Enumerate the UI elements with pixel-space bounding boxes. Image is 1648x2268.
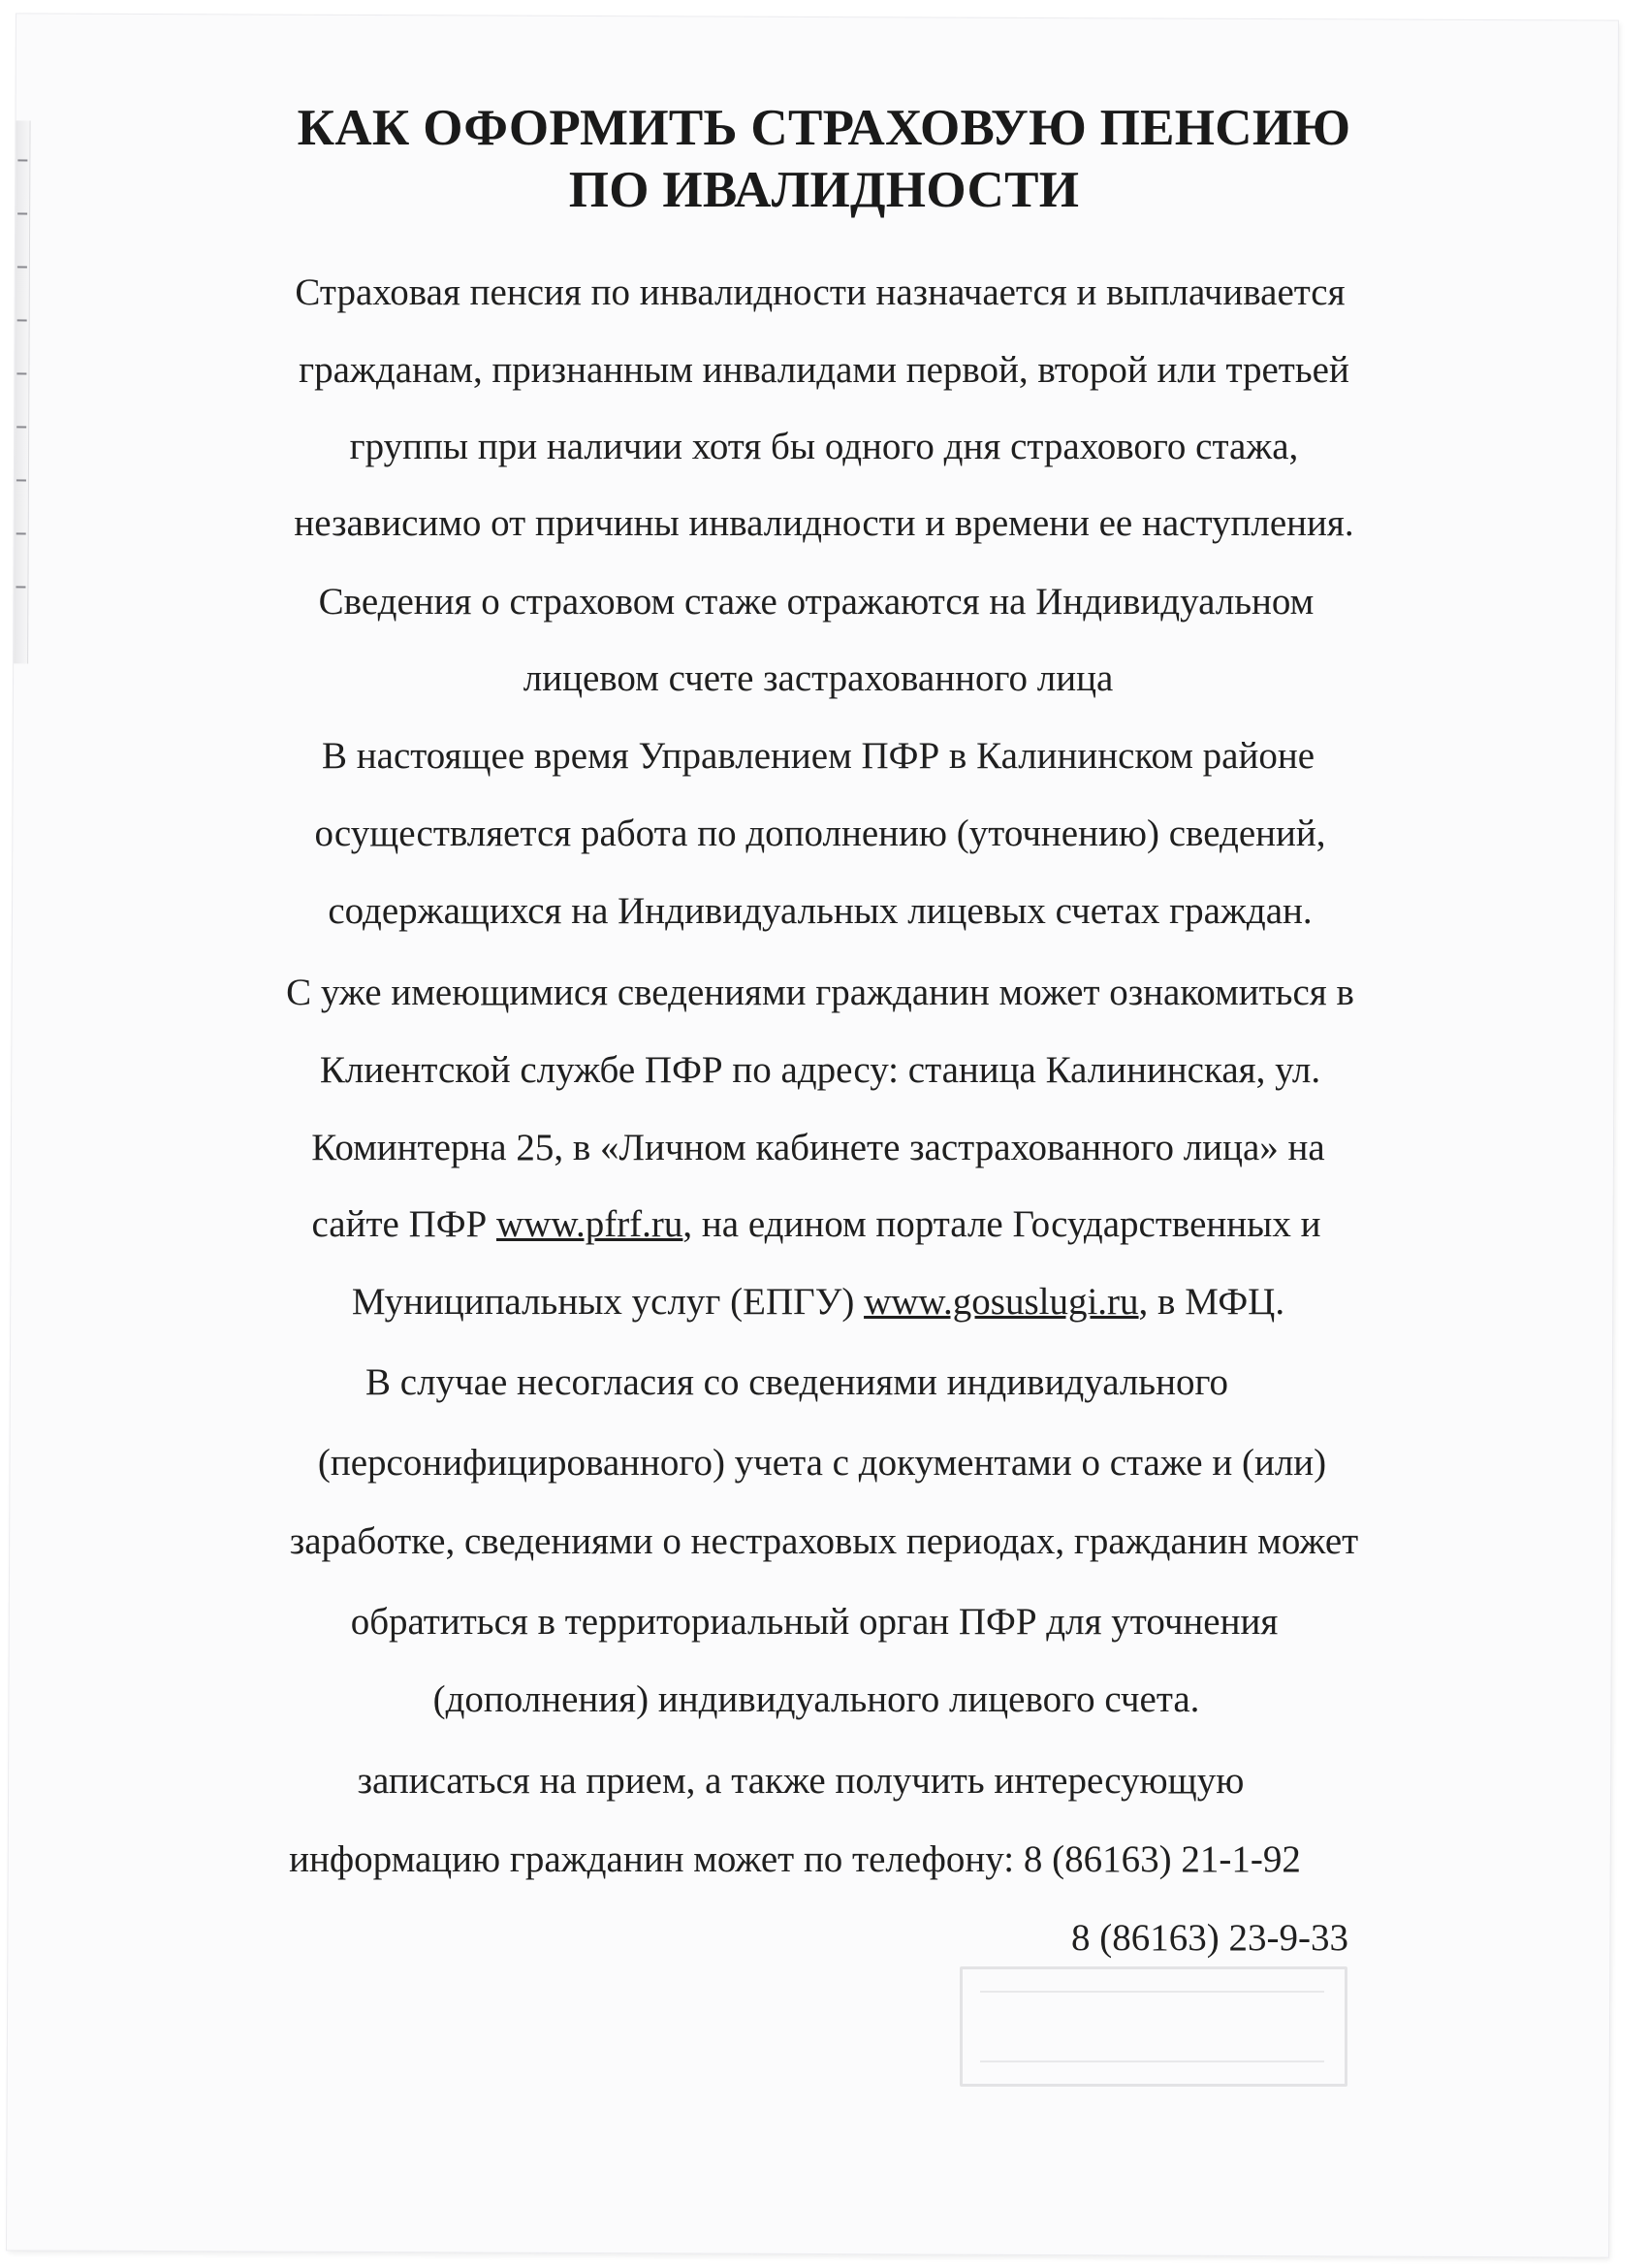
text-line-14-text-b: , в МФЦ. — [1138, 1281, 1285, 1323]
text-line-20-text: записаться на прием, а также получить интересующую — [357, 1760, 1245, 1802]
text-line-6-text: лицевом счете застрахованного лица — [523, 657, 1114, 699]
text-line-8 — [0, 811, 1644, 857]
edge-mark — [17, 319, 27, 321]
text-line-1-text: Страховая пенсия по инвалидности назначается и выплачивается — [295, 272, 1346, 313]
text-line-18-text: обратиться в территориальный орган ПФР для уточнения — [350, 1601, 1279, 1643]
text-line-19 — [0, 1677, 1640, 1723]
text-line-6 — [0, 655, 1642, 702]
text-line-11-text: Клиентской службе ПФР по адресу: станица Калининская, ул. — [319, 1049, 1321, 1091]
text-line-7-text: В настоящее время Управлением ПФР в Калининском районе — [322, 735, 1315, 777]
title-line-1: КАК ОФОРМИТЬ СТРАХОВУЮ ПЕНСИЮ — [297, 100, 1351, 156]
text-line-3-text: группы при наличии хотя бы одного дня страхового стажа, — [349, 426, 1299, 467]
text-line-1 — [0, 270, 1644, 316]
text-line-18 — [0, 1599, 1638, 1645]
text-line-10 — [0, 970, 1644, 1016]
text-line-8-text: осуществляется работа по дополнению (уточнению) сведений, — [314, 813, 1326, 854]
text-line-13-text-a: сайте ПФР — [311, 1203, 496, 1245]
text-line-2-text: гражданам, признанным инвалидами первой, второй или третьей — [299, 349, 1349, 391]
document-title — [0, 97, 1648, 221]
text-line-10-text: С уже имеющимися сведениями гражданин может ознакомиться в — [286, 972, 1354, 1013]
text-line-5 — [0, 579, 1640, 625]
text-line-15-text: В случае несогласия со сведениями индивидуального — [365, 1361, 1228, 1403]
text-line-14 — [0, 1279, 1642, 1326]
text-line-3 — [0, 424, 1648, 470]
text-line-4 — [0, 500, 1648, 547]
faint-stamp-box — [960, 1966, 1347, 2087]
text-line-14-text-a: Муниципальных услуг (ЕПГУ) — [351, 1281, 865, 1323]
gosuslugi-link[interactable]: www.gosuslugi.ru — [864, 1281, 1139, 1323]
text-line-11 — [0, 1047, 1644, 1094]
text-line-19-text: (дополнения) индивидуального лицевого счета. — [432, 1678, 1200, 1720]
text-line-4-text: независимо от причины инвалидности и времени ее наступления. — [294, 502, 1354, 544]
text-line-21-text: информацию гражданин может по телефону: 8 (86163) 21-1-92 — [289, 1838, 1301, 1880]
text-line-21 — [0, 1837, 1619, 1883]
text-line-16 — [0, 1440, 1646, 1486]
text-line-17-text: заработке, сведениями о нестраховых периодах, гражданин может — [289, 1520, 1359, 1562]
text-line-5-text: Сведения о страховом стаже отражаются на Индивидуальном — [318, 581, 1315, 623]
pfrf-link[interactable]: www.pfrf.ru — [496, 1203, 683, 1245]
edge-mark — [16, 479, 26, 481]
text-line-9 — [0, 888, 1644, 935]
text-line-9-text: содержащихся на Индивидуальных лицевых счетах граждан. — [328, 890, 1313, 932]
title-line-2: ПО ИВАЛИДНОСТИ — [568, 162, 1080, 218]
edge-mark — [17, 266, 27, 268]
text-line-13-text-b: , на едином портале Государственных и — [682, 1203, 1321, 1245]
text-line-17 — [0, 1518, 1648, 1565]
faint-stamp-lines — [980, 1991, 1324, 2062]
text-line-7 — [0, 733, 1642, 780]
text-line-20 — [0, 1758, 1625, 1805]
text-line-22-text: 8 (86163) 23-9-33 — [1071, 1917, 1348, 1959]
text-line-12-text: Коминтерна 25, в «Личном кабинете застрахованного лица» на — [311, 1127, 1325, 1168]
text-line-12 — [0, 1125, 1642, 1171]
text-line-2 — [0, 347, 1648, 394]
text-line-16-text: (персонифицированного) учета с документами о стаже и (или) — [317, 1442, 1327, 1484]
text-line-13 — [0, 1201, 1640, 1248]
